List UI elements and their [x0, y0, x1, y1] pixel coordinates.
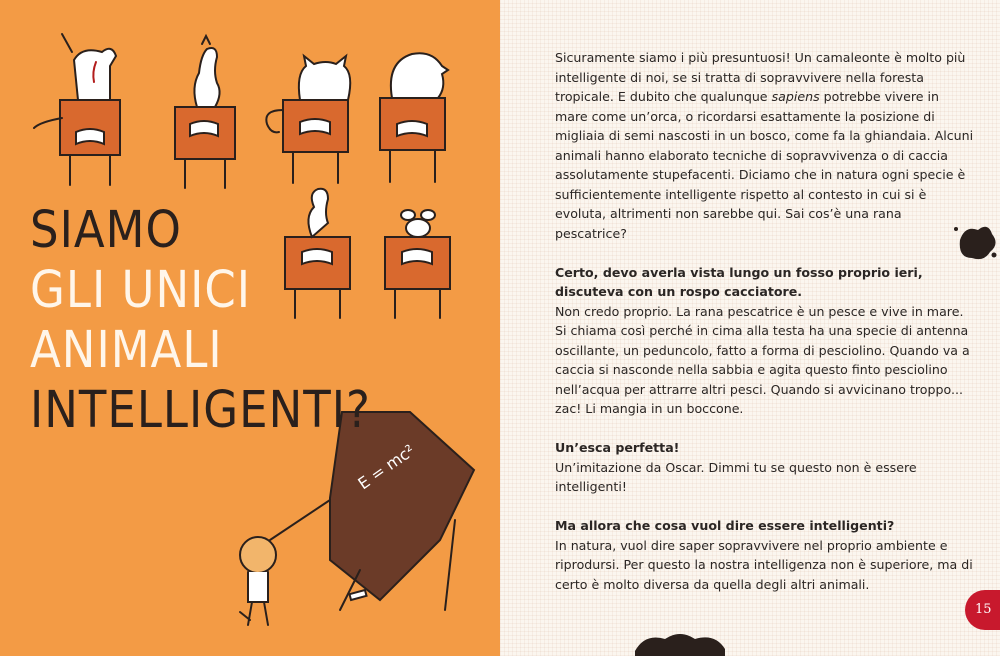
desk-cat: [283, 100, 348, 183]
answer-4: In natura, vuol dire saper sopravvivere nel proprio ambiente e riprodursi. Per questo la nostra intelligenza non è superiore, ma di certo è molto diversa da quella degli altri animali.: [555, 537, 973, 592]
child-figure: [240, 537, 276, 625]
bird-figure: [194, 36, 219, 107]
desk-dog: [60, 100, 120, 185]
answer-2: Non credo proprio. La rana pescatrice è un pesce e vive in mare. Si chiama così perché in cima alla testa ha una specie di antenna oscillante, un peduncolo, fatto a forma di pesciolino. Quando va a caccia si nasconde nella sabbia e agita questo finto pesciolino nell’acqua per attrarre altri pesci. Quando si avvicinano troppo... zac! Li mangia in un boccone.: [555, 303, 970, 416]
desk-fly: [385, 237, 450, 318]
question-4: Ma allora che cosa vuol dire essere intelligenti?: [555, 518, 895, 533]
chapter-title: [30, 200, 371, 440]
ink-splat-right: [950, 215, 1000, 265]
question-2: Certo, devo averla vista lungo un fosso proprio ieri, discuteva con un rospo cacciatore.: [555, 264, 923, 299]
board-formula: E = mc²: [354, 440, 419, 494]
chalk-piece: [349, 590, 366, 600]
desk-bird: [175, 107, 235, 188]
title-line-4: INTELLIGENTI?: [30, 379, 371, 440]
page-number-badge: 15: [965, 590, 1000, 630]
answer-3: Un’imitazione da Oscar. Dimmi tu se questo non è essere intelligenti!: [555, 459, 917, 494]
paragraph-4: [555, 516, 975, 594]
paragraph-1: Sicuramente siamo i più presuntuosi! Un camaleonte è molto più intelligente di noi, se si tratta di sopravvivere nella foresta tropicale. E dubito che qualunque sapiens potrebbe vivere in mare come un’orca, o ricordarsi esattamente la posizione di migliaia di semi nascosti in un bosco, come fa la ghiandaia. Alcuni animali hanno elaborato tecniche di sopravvivenza o di caccia assolutamente stupefacenti. Diciamo che in natura ogni specie è sufficientemente intelligente rispetto al contesto in cui si è evoluta, altrimenti non sarebbe qui. Sai cos’è una rana pescatrice?: [555, 50, 974, 241]
question-3: Un’esca perfetta!: [555, 440, 680, 455]
mole-figure: [391, 53, 448, 98]
fly-figure: [401, 210, 435, 237]
title-line-1: SIAMO: [30, 199, 182, 260]
paragraph-2: [555, 263, 975, 419]
ink-splat-bottom: [630, 626, 730, 656]
body-text: [555, 48, 975, 614]
title-line-3: ANIMALI: [30, 319, 223, 380]
desk-mole: [380, 98, 445, 182]
title-line-2: GLI UNICI: [30, 259, 252, 320]
paragraph-3: [555, 438, 975, 497]
